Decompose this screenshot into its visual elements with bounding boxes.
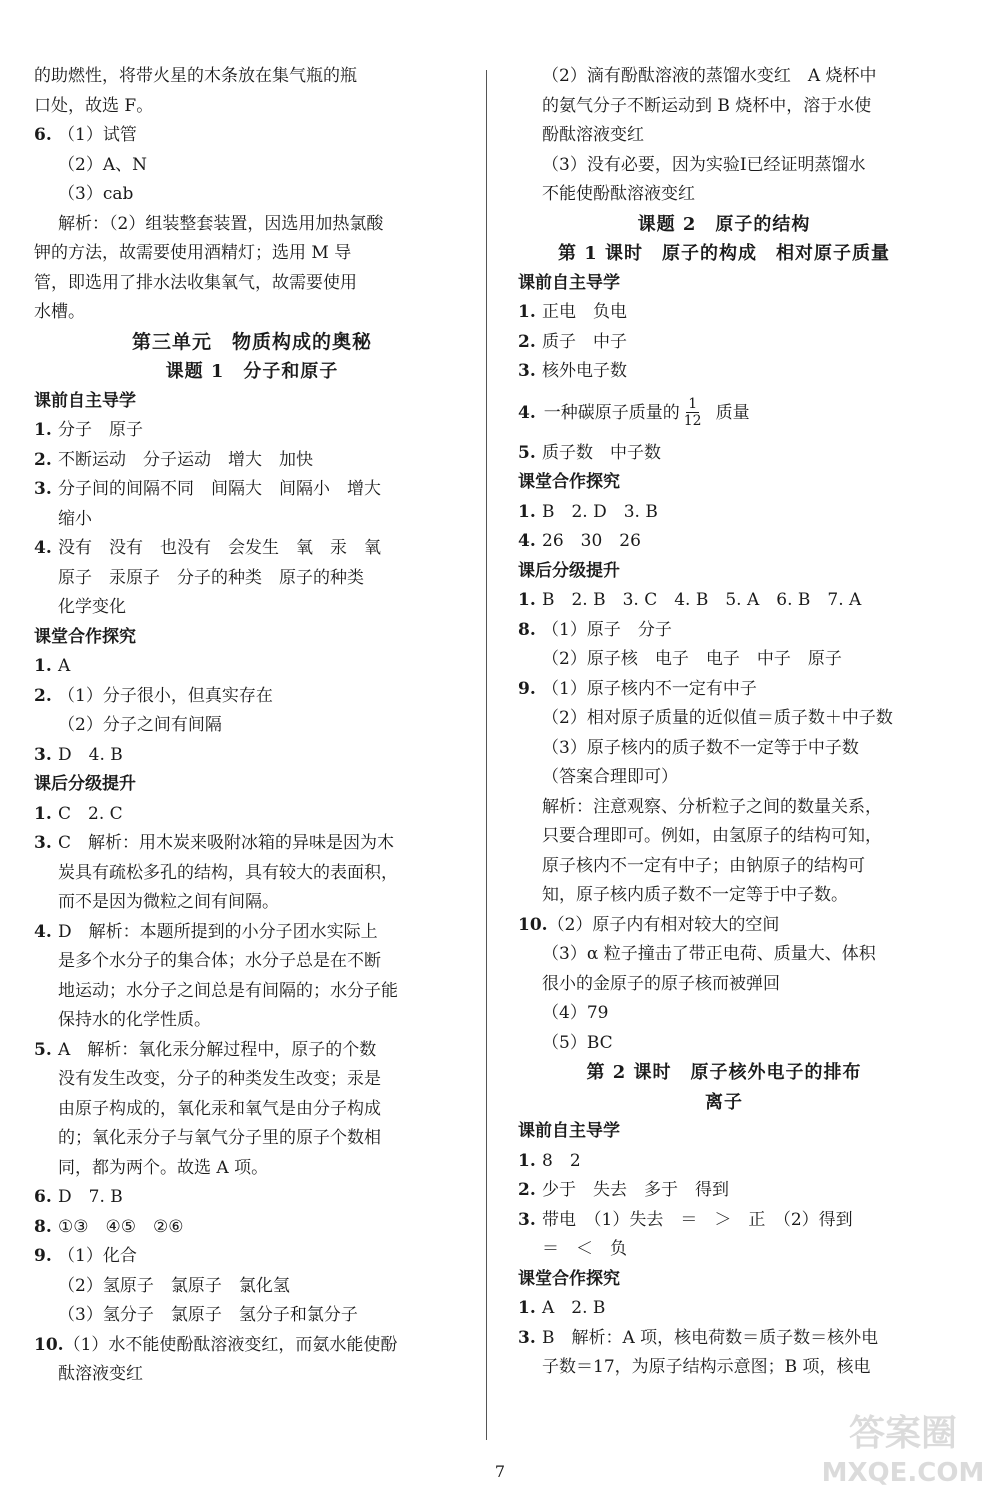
answer-line: 解析：（2）组装整套装置，因选用加热氯酸 bbox=[58, 213, 384, 234]
question-number: 9. bbox=[518, 678, 536, 699]
answer-line bbox=[34, 1242, 470, 1272]
answer-text: B 解析：A 项，核电荷数＝质子数＝核外电 bbox=[542, 1327, 879, 1348]
answer-line bbox=[518, 357, 930, 387]
lesson-title: 课题 2 原子的结构 bbox=[637, 213, 811, 235]
answer-text: 分子 原子 bbox=[58, 420, 143, 440]
question-number: 1. bbox=[518, 302, 536, 322]
answer-line: （5）BC bbox=[542, 1032, 613, 1053]
answer-line: （答案合理即可） bbox=[542, 767, 678, 787]
answer-line: 由原子构成的，氧化汞和氧气是由分子构成 bbox=[58, 1098, 381, 1119]
question-number: 5. bbox=[34, 1039, 52, 1060]
answer-text: A bbox=[58, 656, 71, 676]
answer-line bbox=[34, 534, 470, 564]
question-number: 3. bbox=[34, 479, 52, 499]
section-heading: 课前自主导学 bbox=[518, 272, 620, 293]
answer-line bbox=[34, 121, 470, 151]
question-number: 8. bbox=[518, 619, 536, 640]
answer-line bbox=[34, 829, 470, 859]
lesson-title: 离子 bbox=[705, 1091, 743, 1113]
answer-text: 质子数 中子数 bbox=[542, 442, 661, 463]
answer-text: 带电 （1）失去 ＝ ＞ 正 （2）得到 bbox=[542, 1209, 853, 1230]
section-heading: 课堂合作探究 bbox=[518, 1268, 620, 1289]
answer-line: 同，都为两个。故选 A 项。 bbox=[58, 1157, 269, 1178]
question-number: 6. bbox=[34, 125, 52, 145]
question-number: 3. bbox=[518, 1209, 536, 1230]
answer-line: 化学变化 bbox=[58, 597, 126, 617]
page-number: 7 bbox=[494, 1462, 506, 1481]
answer-line bbox=[518, 1176, 930, 1206]
answer-line bbox=[34, 652, 470, 682]
question-number: 1. bbox=[518, 1298, 536, 1318]
answer-line: 地运动；水分子之间总是有间隔的；水分子能 bbox=[58, 980, 398, 1001]
section-heading: 课后分级提升 bbox=[518, 560, 620, 581]
answer-text: D 4. B bbox=[58, 744, 123, 765]
question-number: 1. bbox=[518, 501, 536, 522]
answer-line bbox=[34, 741, 470, 771]
section-heading: 课后分级提升 bbox=[34, 774, 136, 794]
question-number: 1. bbox=[34, 420, 52, 440]
answer-line: （3）原子核内的质子数不一定等于中子数 bbox=[542, 737, 859, 758]
question-number: 3. bbox=[518, 361, 536, 381]
answer-text: B 2. B 3. C 4. B 5. A 6. B 7. A bbox=[542, 590, 862, 610]
answer-line: （2）氢原子 氯原子 氯化氢 bbox=[58, 1275, 290, 1296]
answer-line: （2）滴有酚酞溶液的蒸馏水变红 A 烧杯中 bbox=[542, 66, 877, 86]
answer-text: （1）原子核内不一定有中子 bbox=[542, 678, 757, 699]
answer-line bbox=[518, 298, 930, 328]
question-number: 1. bbox=[518, 1150, 536, 1171]
answer-text: 8 2 bbox=[542, 1150, 581, 1171]
question-number: 4. bbox=[34, 921, 52, 942]
left-column bbox=[34, 62, 470, 1390]
answer-line: 解析：注意观察、分析粒子之间的数量关系， bbox=[542, 796, 882, 817]
answer-line: 的氨气分子不断运动到 B 烧杯中，溶于水使 bbox=[542, 95, 872, 116]
answer-text: C 2. C bbox=[58, 803, 123, 824]
watermark-line2: MXQE.COM bbox=[821, 1458, 985, 1488]
section-heading: 课堂合作探究 bbox=[518, 472, 620, 492]
section-heading: 课堂合作探究 bbox=[34, 626, 136, 647]
answer-line: 很小的金原子的原子核而被弹回 bbox=[542, 973, 780, 994]
answer-text: （1）试管 bbox=[58, 125, 137, 145]
question-number: 2. bbox=[518, 331, 536, 352]
answer-line: 水槽。 bbox=[34, 302, 85, 322]
answer-line bbox=[518, 616, 930, 646]
question-number: 4. bbox=[518, 531, 536, 551]
answer-line: 的助燃性，将带火星的木条放在集气瓶的瓶 bbox=[34, 66, 357, 86]
answer-line bbox=[518, 439, 930, 469]
answer-text: D 解析：本题所提到的小分子团水实际上 bbox=[58, 921, 378, 942]
answer-line: 没有发生改变，分子的种类发生改变；汞是 bbox=[58, 1069, 381, 1089]
answer-line bbox=[34, 918, 470, 948]
section-heading: 课前自主导学 bbox=[518, 1121, 620, 1141]
answer-text: 质量 bbox=[715, 402, 750, 423]
question-number: 8. bbox=[34, 1216, 52, 1237]
answer-line: 原子 汞原子 分子的种类 原子的种类 bbox=[58, 567, 364, 588]
question-number: 2. bbox=[34, 685, 52, 706]
answer-text: 26 30 26 bbox=[542, 531, 641, 551]
answer-text: A 解析：氧化汞分解过程中，原子的个数 bbox=[58, 1039, 377, 1060]
watermark-line1: 答案圈 bbox=[848, 1413, 958, 1454]
answer-text: （1）化合 bbox=[58, 1246, 137, 1266]
answer-text: B 2. D 3. B bbox=[542, 501, 658, 522]
question-number: 3. bbox=[34, 744, 52, 765]
answer-line: ＝ ＜ 负 bbox=[542, 1239, 627, 1259]
answer-text: 一种碳原子质量的 bbox=[543, 402, 680, 423]
answer-text: ①③ ④⑤ ②⑥ bbox=[58, 1216, 184, 1237]
lesson-title: 课题 1 分子和原子 bbox=[165, 361, 339, 382]
answer-text: 分子间的间隔不同 间隔大 间隔小 增大 bbox=[58, 479, 381, 499]
answer-text: D 7. B bbox=[58, 1187, 123, 1207]
answer-line bbox=[34, 1036, 470, 1066]
answer-line: 子数＝17，为原子结构示意图；B 项，核电 bbox=[542, 1357, 871, 1377]
question-number: 3. bbox=[518, 1327, 536, 1348]
question-number: 5. bbox=[518, 442, 536, 463]
fraction-denominator: 12 bbox=[683, 413, 702, 429]
column-divider bbox=[486, 70, 487, 1440]
answer-line: 是多个水分子的集合体；水分子总是在不断 bbox=[58, 951, 381, 971]
question-number: 1. bbox=[518, 590, 536, 610]
answer-line bbox=[518, 498, 930, 528]
answer-line: （3）cab bbox=[58, 184, 134, 204]
fraction bbox=[684, 396, 702, 429]
answer-line bbox=[34, 1213, 470, 1243]
answer-line: 的；氧化汞分子与氧气分子里的原子个数相 bbox=[58, 1128, 381, 1148]
answer-line: 原子核内不一定有中子；由钠原子的结构可 bbox=[542, 855, 865, 876]
answer-line: 钾的方法，故需要使用酒精灯；选用 M 导 bbox=[34, 243, 352, 263]
answer-line bbox=[518, 675, 930, 705]
answer-line: （2）原子核 电子 电子 中子 原子 bbox=[542, 649, 842, 669]
fraction-numerator: 1 bbox=[688, 396, 698, 412]
answer-line bbox=[34, 682, 470, 712]
question-number: 1. bbox=[34, 656, 52, 676]
answer-line bbox=[518, 1294, 930, 1324]
right-column bbox=[518, 62, 930, 1383]
answer-line: 管，即选用了排水法收集氧气，故需要使用 bbox=[34, 272, 357, 293]
section-heading: 课前自主导学 bbox=[34, 390, 136, 411]
answer-line bbox=[34, 416, 470, 446]
answer-line: （3）α 粒子撞击了带正电荷、质量大、体积 bbox=[542, 944, 876, 964]
question-number: 10. bbox=[518, 914, 548, 935]
answer-line: 酚酞溶液变红 bbox=[542, 125, 644, 145]
answer-text: 核外电子数 bbox=[542, 361, 627, 381]
answer-text: （1）分子很小，但真实存在 bbox=[58, 685, 273, 706]
answer-text: （1）水不能使酚酞溶液变红，而氨水能使酚 bbox=[63, 1334, 398, 1355]
answer-line bbox=[34, 1331, 470, 1361]
answer-line bbox=[34, 1183, 470, 1213]
answer-line bbox=[518, 911, 930, 941]
question-number: 10. bbox=[34, 1334, 64, 1355]
answer-line: 而不是因为微粒之间有间隔。 bbox=[58, 892, 279, 912]
answer-text: 质子 中子 bbox=[542, 331, 627, 352]
answer-text: 没有 没有 也没有 会发生 氧 汞 氧 bbox=[58, 538, 381, 558]
question-number: 3. bbox=[34, 833, 52, 853]
answer-line bbox=[34, 446, 470, 476]
answer-text: 少于 失去 多于 得到 bbox=[542, 1180, 729, 1200]
answer-line: 酞溶液变红 bbox=[58, 1364, 143, 1384]
question-number: 1. bbox=[34, 803, 52, 824]
answer-line bbox=[518, 387, 930, 439]
answer-text: 不断运动 分子运动 增大 加快 bbox=[58, 449, 313, 470]
answer-line: 炭具有疏松多孔的结构，具有较大的表面积， bbox=[58, 862, 398, 883]
question-number: 4. bbox=[518, 402, 536, 423]
answer-line: 知，原子核内质子数不一定等于中子数。 bbox=[542, 885, 848, 905]
answer-text: （2）原子内有相对较大的空间 bbox=[547, 914, 780, 935]
answer-text: （1）原子 分子 bbox=[542, 619, 672, 640]
question-number: 9. bbox=[34, 1246, 52, 1266]
answer-line bbox=[518, 1324, 930, 1354]
unit-title: 第三单元 物质构成的奥秘 bbox=[131, 330, 372, 353]
answer-line: （2）分子之间有间隔 bbox=[58, 715, 222, 735]
answer-line bbox=[518, 586, 930, 616]
answer-line bbox=[518, 1147, 930, 1177]
question-number: 2. bbox=[518, 1180, 536, 1200]
question-number: 2. bbox=[34, 449, 52, 470]
lesson-title: 第 2 课时 原子核外电子的排布 bbox=[586, 1062, 862, 1083]
answer-text: 正电 负电 bbox=[542, 302, 627, 322]
answer-line: （4）79 bbox=[542, 1003, 609, 1023]
answer-line: （3）氢分子 氯原子 氢分子和氯分子 bbox=[58, 1305, 358, 1325]
answer-line: 只要合理即可。例如，由氢原子的结构可知， bbox=[542, 826, 882, 846]
answer-line bbox=[34, 800, 470, 830]
answer-line: 口处，故选 F。 bbox=[34, 95, 154, 116]
answer-line: 不能使酚酞溶液变红 bbox=[542, 184, 695, 204]
answer-line: （2）相对原子质量的近似值＝质子数＋中子数 bbox=[542, 708, 893, 728]
answer-line: （2）A、N bbox=[58, 154, 147, 175]
answer-line bbox=[518, 527, 930, 557]
answer-line: 缩小 bbox=[58, 508, 92, 529]
answer-text: A 2. B bbox=[542, 1298, 606, 1318]
question-number: 6. bbox=[34, 1187, 52, 1207]
lesson-title: 第 1 课时 原子的构成 相对原子质量 bbox=[557, 243, 891, 264]
answer-line bbox=[518, 1206, 930, 1236]
answer-line bbox=[518, 328, 930, 358]
answer-line: （3）没有必要，因为实验Ⅰ已经证明蒸馏水 bbox=[542, 154, 866, 175]
answer-line: 保持水的化学性质。 bbox=[58, 1010, 211, 1030]
answer-line bbox=[34, 475, 470, 505]
question-number: 4. bbox=[34, 538, 52, 558]
answer-text: C 解析：用木炭来吸附冰箱的异味是因为木 bbox=[58, 833, 395, 853]
watermark-logo bbox=[818, 1401, 988, 1493]
